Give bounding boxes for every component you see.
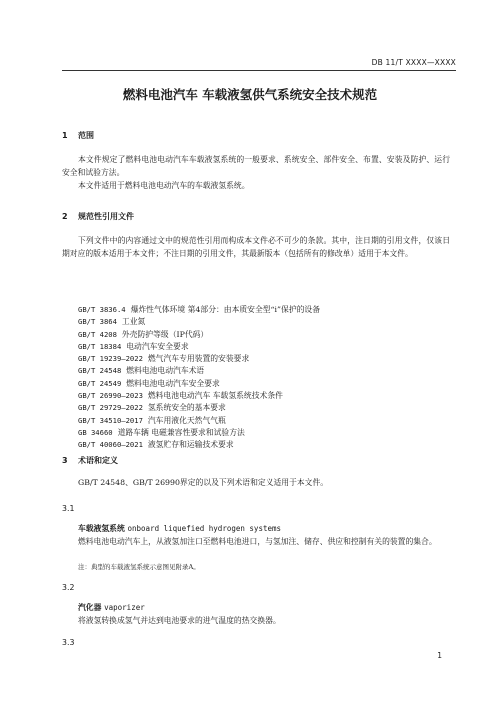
term-chinese: 车载液氢系统 — [78, 524, 125, 533]
reference-title: 氢系统安全的基本要求 — [147, 403, 226, 413]
section-number: 1 — [62, 131, 68, 140]
term-3-1-note: 注：典型的车载液氢系统示意图见附录A。 — [78, 563, 200, 571]
reference-item — [78, 304, 450, 316]
reference-title: 液氢贮存和运输技术要求 — [147, 440, 234, 450]
reference-code: GB/T 40060—2021 — [78, 440, 143, 450]
page-number: 1 — [437, 651, 442, 660]
reference-title: 道路车辆 电磁兼容性要求和试验方法 — [117, 427, 245, 437]
term-english: vaporizer — [104, 603, 145, 612]
document-title: 燃料电池汽车 车载液氢供气系统安全技术规范 — [122, 87, 378, 102]
clause-3-3-number: 3.3 — [62, 638, 75, 647]
term-3-1-definition: 燃料电池电动汽车上，从液氢加注口至燃料电池进口，与氢加注、储存、供应和控制有关的装置的集合。 — [78, 537, 437, 546]
reference-item — [78, 439, 450, 451]
reference-title: 工业氮 — [121, 317, 146, 327]
reference-code: GB/T 24548 — [78, 366, 122, 376]
reference-code: GB/T 34510—2017 — [78, 415, 143, 425]
section-title: 范围 — [78, 131, 94, 140]
reference-item — [78, 316, 450, 328]
section-title: 规范性引用文件 — [78, 212, 134, 221]
reference-code: GB 34660 — [78, 427, 113, 437]
reference-code: GB/T 18384 — [78, 341, 122, 351]
reference-code: GB/T 4208 — [78, 329, 117, 339]
reference-title: 燃料电池电动汽车安全要求 — [126, 378, 220, 388]
reference-item — [78, 415, 450, 427]
section-number: 3 — [62, 456, 68, 465]
normative-intro-paragraph: 下列文件中的内容通过文中的规范性引用而构成本文件必不可少的条款。其中，注日期的引用文件，仅该日期对应的版本适用于本文件；不注日期的引用文件，其最新版本（包括所有的修改单）适用于本文件。 — [62, 236, 450, 258]
section-title: 术语和定义 — [78, 456, 118, 465]
reference-item — [78, 402, 450, 414]
term-3-2-definition: 将液氢转换成氢气并达到电池要求的进气温度的热交换器。 — [78, 616, 281, 625]
reference-code: GB/T 26990—2023 — [78, 391, 143, 401]
header-divider — [62, 70, 456, 71]
reference-title: 燃料电池电动汽车 车载氢系统技术条件 — [147, 391, 283, 401]
reference-item — [78, 427, 450, 439]
reference-title: 爆炸性气体环境 第4部分：由本质安全型“i”保护的设备 — [130, 305, 321, 314]
reference-code: GB/T 3836.4 — [78, 305, 126, 314]
reference-code: GB/T 19239—2022 — [78, 354, 143, 364]
terms-intro-paragraph: GB/T 24548、GB/T 26990界定的以及下列术语和定义适用于本文件。 — [78, 478, 329, 487]
section-3-heading — [62, 455, 118, 466]
reference-item — [78, 329, 450, 341]
clause-3-2-number: 3.2 — [62, 583, 75, 592]
reference-item — [78, 390, 450, 402]
term-entry-3-1 — [78, 523, 281, 534]
term-english: onboard liquefied hydrogen systems — [127, 524, 282, 533]
clause-3-1-number: 3.1 — [62, 504, 75, 513]
reference-title: 汽车用液化天然气气瓶 — [147, 415, 226, 425]
scope-paragraph-2: 本文件适用于燃料电池电动汽车的车载液氢系统。 — [78, 181, 250, 190]
reference-list — [78, 304, 450, 452]
reference-item — [78, 353, 450, 365]
standard-code: DB 11/T XXXX—XXXX — [371, 58, 456, 67]
reference-title: 燃料电池电动汽车术语 — [126, 366, 205, 376]
section-number: 2 — [62, 212, 68, 221]
reference-title: 外壳防护等级（IP代码） — [121, 329, 209, 339]
scope-paragraph-1: 本文件规定了燃料电池电动汽车车载液氢系统的一般要求、系统安全、部件安全、布置、安装及防护、运行安全和试验方法。 — [62, 155, 450, 177]
section-2-heading — [62, 211, 134, 222]
reference-item — [78, 341, 450, 353]
reference-item — [78, 365, 450, 377]
reference-code: GB/T 3864 — [78, 317, 117, 327]
term-chinese: 汽化器 — [78, 603, 102, 612]
reference-title: 电动汽车安全要求 — [126, 341, 189, 351]
section-1-heading — [62, 130, 94, 141]
reference-code: GB/T 24549 — [78, 378, 122, 388]
reference-code: GB/T 29729—2022 — [78, 403, 143, 413]
term-entry-3-2 — [78, 602, 145, 613]
reference-item — [78, 378, 450, 390]
reference-title: 燃气汽车专用装置的安装要求 — [147, 354, 250, 364]
